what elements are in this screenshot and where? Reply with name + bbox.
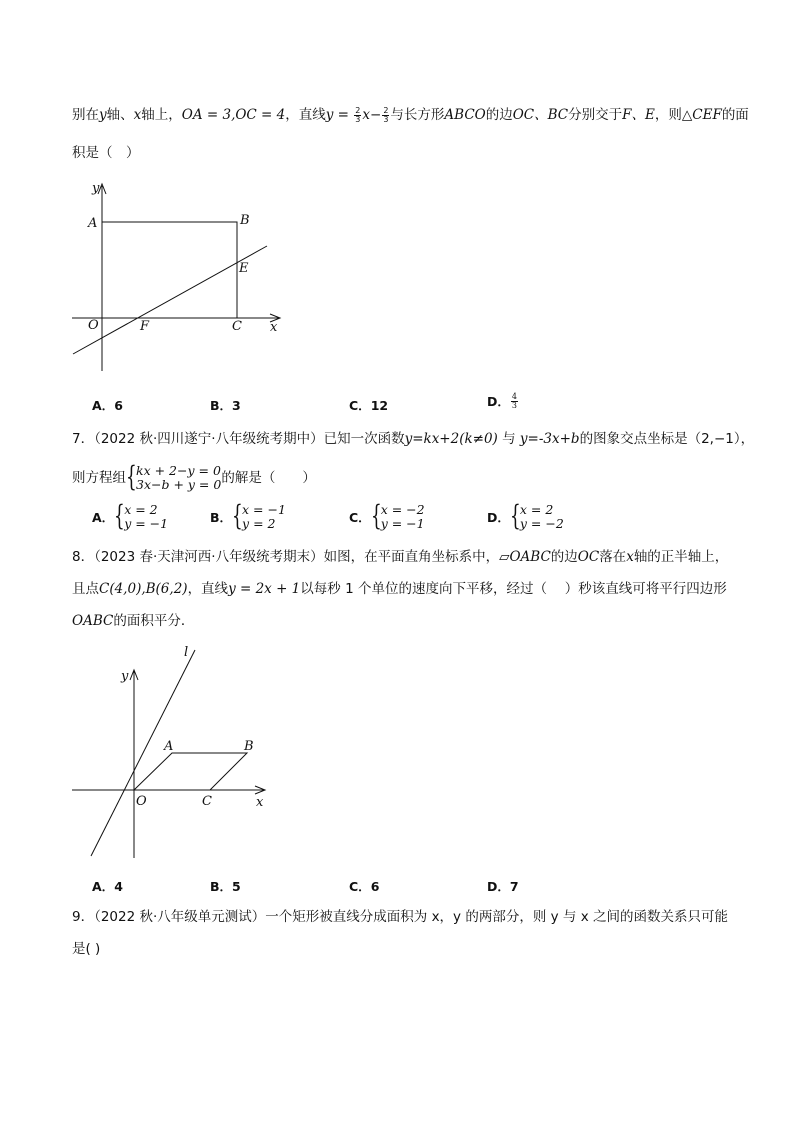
brace-icon: { — [232, 499, 243, 532]
option-value: 5 — [232, 879, 241, 894]
q7-function-2: y=-3x+b — [519, 431, 580, 447]
q8-parallelogram: ▱OABC — [499, 549, 551, 565]
option-value: 6 — [370, 879, 380, 894]
q6-triangle-cef: △CEF — [681, 107, 722, 123]
q6-text: 与长方形 — [390, 107, 445, 123]
option-system — [509, 499, 564, 532]
q8-parallelogram-shape — [134, 753, 247, 790]
q7-equation-system — [126, 460, 222, 493]
q8-stem-line3 — [72, 612, 194, 630]
q6-label-E: E — [239, 261, 249, 276]
q8-text: 落在 — [599, 549, 627, 565]
q6-option-d-fraction — [511, 393, 518, 410]
q7-option-d[interactable] — [487, 499, 564, 532]
q7-function-1: y=kx+2(k≠0) — [404, 431, 498, 447]
q6-text: 轴上， — [141, 107, 182, 123]
q6-eq: y = — [325, 107, 354, 123]
q8-text: 的面积平分． — [113, 613, 195, 629]
q8-label-x: x — [256, 795, 264, 810]
q9-stem-line1: 9．（2022 秋·八年级单元测试）一个矩形被直线分成面积为 x，y 的两部分，则 y 与 x 之间的函数关系只可能 — [72, 909, 728, 925]
q8-line-eq: y = 2x + 1 — [228, 581, 301, 597]
frac-num: 4 — [511, 391, 517, 401]
q6-oa-oc: OA = 3,OC = 4 — [181, 107, 286, 123]
q8-stem-line1 — [72, 548, 728, 566]
option-label: C． — [349, 510, 371, 525]
q6-frac-den: 3 — [355, 114, 361, 124]
q6-label-F: F — [140, 319, 150, 334]
q6-label-B: B — [240, 213, 250, 228]
q6-stem-line2: 积是（ ） — [72, 145, 140, 161]
option-label: D． — [487, 510, 510, 525]
q6-text: 别在 — [72, 107, 99, 123]
q6-text: 分别交于 — [568, 107, 623, 123]
q6-abco: ABCO — [444, 107, 486, 123]
option-system — [114, 499, 169, 532]
q6-rectangle — [102, 222, 237, 318]
q8-text: 的边 — [550, 549, 578, 565]
option-value: 6 — [114, 398, 123, 413]
q9-stem-line2: 是( ) — [72, 941, 101, 957]
option-system — [232, 499, 286, 532]
q6-label-C: C — [232, 319, 242, 334]
q6-label-O: O — [88, 318, 99, 333]
q8-var-x: x — [626, 549, 634, 565]
q6-option-c[interactable] — [349, 396, 388, 414]
option-label: A． — [92, 510, 115, 525]
q8-text: 轴的正半轴上， — [633, 549, 729, 565]
q8-points: C(4,0),B(6,2) — [99, 581, 188, 597]
q7-stem-line1 — [72, 430, 754, 448]
option-label: D． — [487, 394, 510, 409]
q8-text: ，直线 — [187, 581, 229, 597]
option-value: 3 — [232, 398, 241, 413]
q6-text: 的面 — [721, 107, 749, 123]
q7-sys-row-1: kx + 2−y = 0 — [136, 463, 221, 478]
q6-figure — [60, 176, 290, 376]
sys-row: y = −1 — [124, 516, 169, 531]
q6-label-A: A — [88, 216, 98, 231]
brace-icon: { — [114, 499, 125, 532]
option-label: C． — [349, 398, 371, 413]
q6-text: 轴、 — [106, 107, 134, 123]
q6-var-x: x — [133, 107, 142, 123]
q8-label-A: A — [164, 739, 174, 754]
q6-ocbc: OC、BC — [512, 107, 569, 123]
frac-den: 3 — [511, 400, 517, 410]
q6-option-b[interactable] — [210, 396, 241, 414]
q7-sys-row-2: 3x−b + y = 0 — [136, 477, 222, 492]
sys-row: x = −2 — [380, 502, 425, 517]
brace-icon: { — [126, 460, 137, 493]
q8-oc: OC — [577, 549, 600, 565]
q6-option-a[interactable] — [92, 396, 123, 414]
q7-text: 则方程组 — [72, 470, 126, 486]
q6-frac-num: 2 — [355, 105, 361, 115]
option-label: D． — [487, 879, 510, 894]
q7-option-b[interactable] — [210, 499, 286, 532]
q7-text: 的解是（ ） — [221, 470, 316, 486]
sys-row: y = −2 — [519, 516, 564, 531]
q6-fraction — [354, 107, 361, 124]
sys-row: x = 2 — [124, 502, 158, 517]
q6-frac-den: 3 — [383, 114, 389, 124]
q8-figure — [60, 640, 280, 865]
option-label: A． — [92, 398, 115, 413]
q6-label-y: y — [92, 181, 100, 196]
q6-frac-num: 2 — [383, 105, 389, 115]
q6-option-d[interactable] — [487, 392, 519, 410]
option-system — [370, 499, 425, 532]
q8-label-l: l — [184, 645, 189, 660]
sys-row: y = 2 — [242, 516, 276, 531]
q6-stem-line1 — [72, 106, 749, 124]
q7-option-c[interactable] — [349, 499, 425, 532]
option-value: 4 — [114, 879, 123, 894]
sys-row: x = −1 — [242, 502, 286, 517]
q7-text: 的图象交点坐标是（2,−1）， — [579, 431, 755, 447]
option-label: B． — [210, 879, 233, 894]
q6-text: 的边 — [485, 107, 513, 123]
q8-text: 8．（2023 春·天津河西·八年级统考期末）如图，在平面直角坐标系中， — [72, 549, 500, 565]
option-value: 7 — [509, 879, 519, 894]
q8-text: 且点 — [72, 581, 99, 597]
q8-option-a[interactable] — [92, 877, 123, 895]
q8-label-y: y — [121, 669, 129, 684]
q8-stem-line2 — [72, 580, 727, 598]
q7-text: 与 — [497, 431, 520, 447]
option-label: B． — [210, 398, 233, 413]
brace-icon: { — [509, 499, 521, 532]
q6-text: ，则 — [654, 107, 682, 123]
q8-text: 以每秒 1 个单位的速度向下平移，经过（ ）秒该直线可将平行四边形 — [300, 581, 727, 597]
q6-label-x: x — [270, 320, 278, 335]
q6-fe: F、E — [622, 107, 655, 123]
q8-label-B: B — [244, 739, 254, 754]
sys-row: y = −1 — [380, 516, 425, 531]
q6-eq: x− — [362, 107, 382, 123]
q6-var-y: y — [99, 107, 107, 123]
q6-text: ，直线 — [285, 107, 326, 123]
q8-option-b[interactable] — [210, 877, 241, 895]
option-value: 12 — [370, 398, 389, 413]
q6-fraction — [382, 107, 389, 124]
q7-stem-line2 — [72, 460, 316, 493]
q8-label-O: O — [136, 794, 147, 809]
option-label: B． — [210, 510, 233, 525]
q8-label-C: C — [202, 794, 212, 809]
q8-option-c[interactable] — [349, 877, 379, 895]
sys-row: x = 2 — [519, 502, 554, 517]
q8-option-d[interactable] — [487, 877, 519, 895]
brace-icon: { — [370, 499, 382, 532]
q8-oabc: OABC — [72, 613, 114, 629]
q7-option-a[interactable] — [92, 499, 169, 532]
option-label: C． — [349, 879, 371, 894]
option-label: A． — [92, 879, 115, 894]
q7-text: 7．（2022 秋·四川遂宁·八年级统考期中）已知一次函数 — [72, 431, 405, 447]
